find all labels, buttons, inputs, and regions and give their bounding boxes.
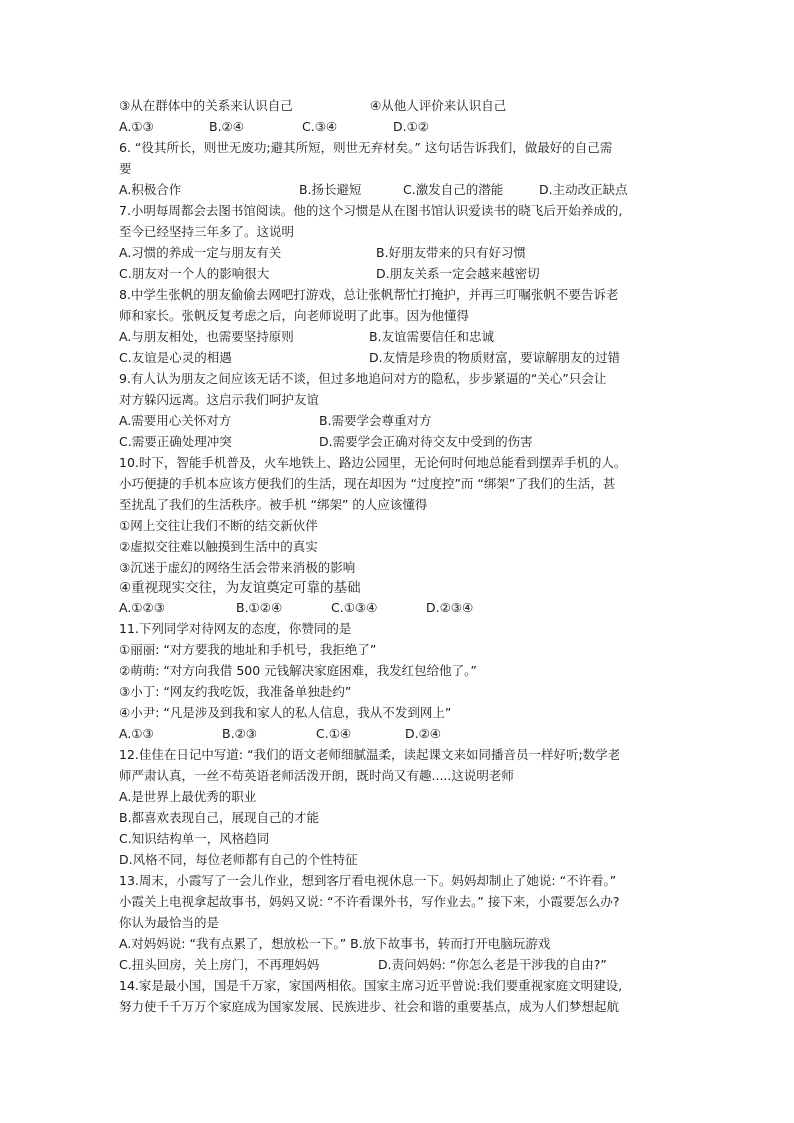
statement-3: ③从在群体中的关系来认识自己 — [119, 98, 293, 113]
option-c: C.①④ — [316, 726, 352, 741]
option-a: A.①③ — [119, 726, 154, 741]
question-8-stem-cont: 师和家长。张帆反复考虑之后，向老师说明了此事。因为他懂得 — [119, 308, 470, 323]
question-11-stem: 11.下列同学对待网友的态度，你赞同的是 — [119, 621, 352, 636]
option-c: C.需要正确处理冲突 — [119, 434, 232, 449]
option-d: D.朋友关系一定会越来越密切 — [376, 266, 540, 281]
option-a: A.与朋友相处，也需要坚持原则 — [119, 329, 294, 344]
statement-1: ①网上交往让我们不断的结交新伙伴 — [119, 518, 318, 533]
question-10-stem: 10.时下，智能手机普及，火车地铁上、路边公园里，无论何时何地总能看到摆弄手机的人。 — [119, 455, 627, 470]
question-9-stem-cont: 对方躲闪远离。这启示我们呵护友谊 — [119, 392, 320, 407]
option-d: D.需要学会正确对待交友中受到的伤害 — [319, 434, 533, 449]
option-d: D.友情是珍贵的物质财富，要谅解朋友的过错 — [369, 350, 621, 365]
question-9-stem: 9.有人认为朋友之间应该无话不谈，但过多地追问对方的隐私，步步紧逼的“关心”只会让 — [119, 371, 607, 386]
question-14-stem: 14.家是最小国，国是千万家，家国两相依。国家主席习近平曾说:我们要重视家庭文明建设, — [119, 978, 623, 993]
question-12-stem-cont: 师严肃认真，一丝不苟英语老师活泼开朗，既时尚又有趣.....这说明老师 — [119, 768, 514, 783]
statement-4: ④从他人评价来认识自己 — [370, 98, 507, 113]
option-b: B.需要学会尊重对方 — [319, 413, 432, 428]
option-d: D.责问妈妈: “你怎么老是干涉我的自由?” — [378, 957, 607, 972]
question-10-stem-cont: 至扰乱了我们的生活秩序。被手机 “绑架” 的人应该懂得 — [119, 497, 428, 512]
option-a: A.①②③ — [119, 600, 165, 615]
question-12-stem: 12.佳佳在日记中写道: “我们的语文老师细腻温柔，读起课文来如同播音员一样好听;数学老 — [119, 747, 621, 762]
option-b: B.好朋友带来的只有好习惯 — [376, 245, 527, 260]
option-a: A.①③ — [119, 119, 154, 134]
statement-4: ④小尹: “凡是涉及到我和家人的私人信息，我从不发到网上” — [119, 705, 452, 720]
option-d: D.②③④ — [426, 600, 474, 615]
option-b: B.都喜欢表现自己，展现自己的才能 — [119, 810, 320, 825]
question-6-stem-cont: 要 — [119, 161, 132, 176]
question-6-stem: 6. “役其所长，则世无废功;避其所短，则世无弃材矣。” 这句话告诉我们，做最好的自己需 — [119, 140, 613, 155]
option-a: A.是世界上最优秀的职业 — [119, 789, 257, 804]
statement-3: ③沉迷于虚幻的网络生活会带来消极的影响 — [119, 560, 356, 575]
option-c: C.扭头回房，关上房门，不再理妈妈 — [119, 957, 320, 972]
option-a-b: A.对妈妈说: “我有点累了，想放松一下。” B.放下故事书，转而打开电脑玩游戏 — [119, 936, 551, 951]
option-c: C.朋友对一个人的影响很大 — [119, 266, 270, 281]
statement-2: ②萌萌: “对方向我借 500 元钱解决家庭困难，我发红包给他了。” — [119, 663, 477, 678]
option-c: C.①③④ — [331, 600, 378, 615]
option-c: C.激发自己的潜能 — [403, 182, 504, 197]
statement-3: ③小丁: “网友约我吃饭，我准备单独赴约” — [119, 684, 352, 699]
statement-2: ②虚拟交往难以触摸到生活中的真实 — [119, 539, 318, 554]
option-d: D.①② — [393, 119, 430, 134]
question-7-stem: 7.小明每周都会去图书馆阅读。他的这个习惯是从在图书馆认识爱读书的晓飞后开始养成的, — [119, 203, 623, 218]
option-b: B.友谊需要信任和忠诚 — [369, 329, 495, 344]
question-13-stem: 13.周末，小霞写了一会儿作业，想到客厅看电视休息一下。妈妈却制止了她说: “不许看。” — [119, 873, 617, 888]
option-a: A.积极合作 — [119, 182, 182, 197]
option-c: C.知识结构单一，风格趋同 — [119, 831, 270, 846]
option-b: B.①②④ — [236, 600, 283, 615]
option-c: C.③④ — [302, 119, 338, 134]
question-10-stem-cont: 小巧便捷的手机本应该方便我们的生活，现在却因为 “过度控”而 “绑架”了我们的生活，甚 — [119, 476, 616, 491]
option-c: C.友谊是心灵的相遇 — [119, 350, 232, 365]
option-a: A.需要用心关怀对方 — [119, 413, 232, 428]
option-a: A.习惯的养成一定与朋友有关 — [119, 245, 282, 260]
question-13-stem-cont: 你认为最恰当的是 — [119, 915, 220, 930]
option-d: D.主动改正缺点 — [539, 182, 628, 197]
question-13-stem-cont: 小霞关上电视拿起故事书，妈妈又说: “不许看课外书，写作业去。” 接下来，小霞要怎么办? — [119, 894, 620, 909]
option-d: D.②④ — [405, 726, 442, 741]
statement-1: ①丽丽: “对方要我的地址和手机号，我拒绝了” — [119, 642, 377, 657]
question-7-stem-cont: 至今已经坚持三年多了。这说明 — [119, 224, 295, 239]
question-14-stem-cont: 努力使千千万万个家庭成为国家发展、民族进步、社会和谐的重要基点，成为人们梦想起航 — [119, 999, 620, 1014]
option-b: B.②④ — [209, 119, 244, 134]
option-d: D.风格不同，每位老师都有自己的个性特征 — [119, 852, 358, 867]
option-b: B.②③ — [222, 726, 257, 741]
statement-4: ④重视现实交往，为友谊奠定可靠的基础 — [119, 580, 361, 596]
option-b: B.扬长避短 — [299, 182, 362, 197]
question-8-stem: 8.中学生张帆的朋友偷偷去网吧打游戏，总让张帆帮忙打掩护，并再三叮嘱张帆不要告诉老 — [119, 287, 619, 302]
